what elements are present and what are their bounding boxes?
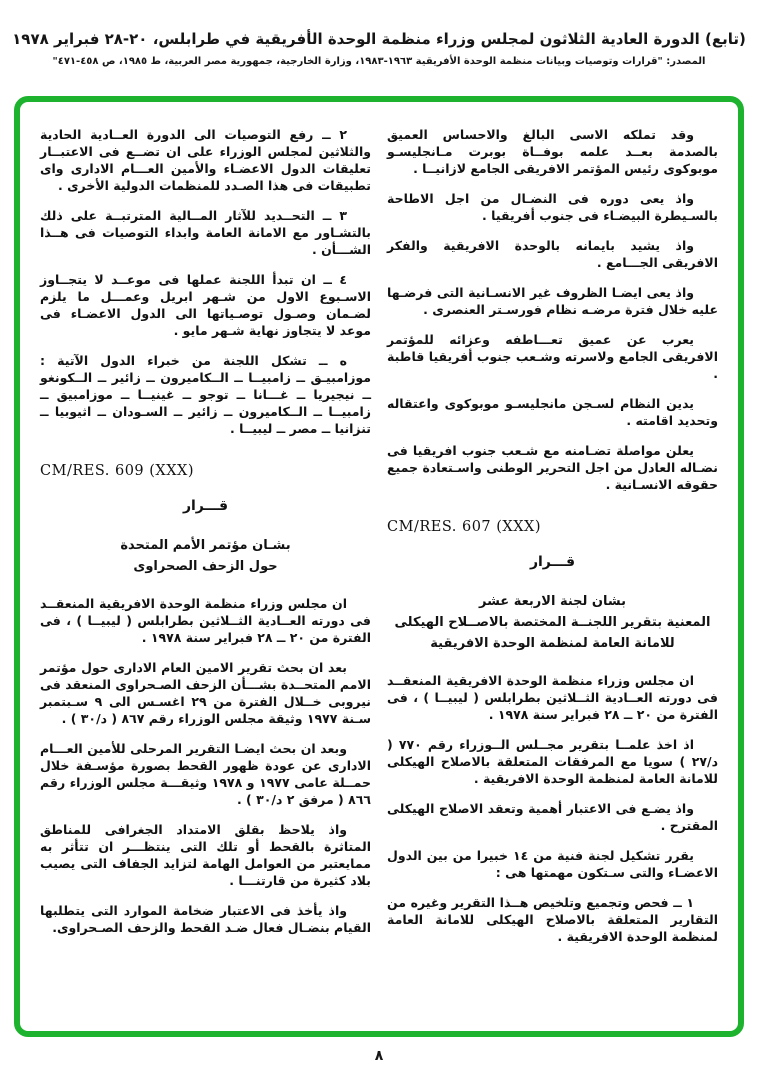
paragraph: يقرر تشكيل لجنة فنية من ١٤ خبيرا من بين الدول الاعضـاء والتى سـتكون مهمتها هى : [387, 848, 718, 880]
paragraph: واذ يأخذ فى الاعتبار ضخامة الموارد التى يتطلبها القيام بنضـال فعال ضـد القحط والزحف الصـحراوى. [40, 903, 371, 935]
paragraph: ان مجلس وزراء منظمة الوحدة الافريقية المنعقــد فى دورته العــادية الثــلاثين بطرابلس ( ليبيــا ) ، فى الفترة من ٢٠ ــ ٢٨ فبراير سنة ١٩٧٨ . [40, 596, 371, 645]
resolution-title-line: للامانة العامة لمنظمة الوحدة الافريقية [430, 636, 675, 651]
paragraph: واذ يضـع فى الاعتبار أهمية وتعقد الاصلاح الهيكلى المقترح . [387, 801, 718, 833]
resolution-title-line: المعنية بتقرير اللجنــة المختصة بالاصــلاح الهيكلى [394, 615, 711, 630]
resolution-title-line: بشـان مؤتمر الأمم المتحدة [120, 538, 291, 553]
left-column [40, 126, 371, 1013]
paragraph: ١ ــ فحص وتجميع وتلخيص هــذا التقرير وغيره من التقارير المتعلقة بالاصلاح الهيكلى للامانة العامة لمنظمة الوحدة الافريقية . [387, 895, 718, 944]
paragraph: ٤ ــ ان تبدأ اللجنة عملها فى موعــد لا يتجــاوز الاسـبوع الاول من شـهر ابريل وعمـــل ما يلزم لضـمان وصـول توصـياتها الى الدول الاعضـاء فى موعد لا يتجاوز نهاية شـهر مايو . [40, 272, 371, 338]
paragraph: ه ــ تشكل اللجنة من خبراء الدول الآتية : موزامبيـق ــ زامبيــا ــ الــكاميرون ــ زائير ــ الــكونغو ــ نيجيريا ــ غـــانا ــ توجو ــ غينيــا ــ موزامبيق ــ زامبيــا ــ الــكاميرون ــ زائير ــ السـودان ــ اثيوبيا ــ تنزانيا ــ مصر ــ ليبيــا . [40, 353, 371, 436]
paragraph: ٢ ــ رفع التوصيات الى الدورة العــادية الحادية والثلاثين لمجلس الوزراء على ان تضــع فى الاعتبــار تعليقات الدول الاعضـاء والأمين العـــام الادارى واى تطبيقات فى هذا الصـدد للمنظمات الدولية الأخرى . [40, 127, 371, 193]
paragraph: ان مجلس وزراء منظمة الوحدة الافريقية المنعقــد فى دورته العــادية الثــلاثين بطرابلس ( ليبيــا ) ، فى الفترة من ٢٠ ــ ٢٨ فبراير سنة ١٩٧٨ . [387, 673, 718, 722]
resolution-title-line: حول الزحف الصحراوى [133, 559, 278, 574]
resolution-id-607: CM/RES. 607 (XXX) [387, 519, 542, 535]
paragraph: وقد تملكه الاسى البالغ والاحساس العميق بالصدمة بعــد علمه بوفــاة بوبرت مـانجليسـو موبوكوى رئيس المؤتمر الافريقى الجامع لازانيــا . [387, 127, 718, 176]
paragraph: وبعد ان بحث ايضـا التقرير المرحلى للأمين العـــام الادارى عن عودة ظهور القحط بصورة مؤسـفة خلال حمــلة عامى ١٩٧٧ و ١٩٧٨ وثيقـــة مجلس الوزراء رقم ٨٦٦ ( مرفق ٢ د/٣٠ ) . [40, 741, 371, 807]
paragraph: بعد ان بحث تقرير الامين العام الادارى حول مؤتمر الامم المتحــدة بشـــأن الزحف الصـحراوى المنعقد فى نيروبى خــلال الفترة من ٢٩ اغسـس الى ٩ سـبتمبر سـنة ١٩٧٧ وثيقة مجلس الوزراء رقم ٨٦٧ ( د/٣٠ ) . [40, 660, 371, 726]
resolution-title-609 [40, 535, 371, 577]
right-column [387, 126, 718, 1013]
paragraph: يعرب عن عميق تعـــاطفه وعزائه للمؤتمر الافريقى الجامع ولاسرته وشـعب جنوب أفريقيا قاطبة . [387, 332, 718, 381]
paragraph: واذ يلاحظ بقلق الامتداد الجغرافى للمناطق المتاثرة بالقحط أو تلك التى ينتظـــر ان تتأثر به ممايعتبر من العوامل الهامة لتزايد الجفاف التى يصيب بلاد كثيرة من قارتنـــا . [40, 822, 371, 888]
source-citation: المصدر: "قرارات وتوصيات وبيانات منظمة الوحدة الأفريقية ١٩٦٣-١٩٨٣، وزارة الخارجية، جمهورية مصر العربية، ط ١٩٨٥، ص ٤٥٨-٤٧١" [52, 56, 706, 67]
resolution-title-607 [387, 591, 718, 654]
paragraph: ٣ ــ التحــديد للآثار المــالية المترتبــة على ذلك بالتشـاور مع الامانة العامة وابداء التوصيات فى هــذا الشـــأن . [40, 208, 371, 257]
paragraph: يعلن مواصلة تضـامنه مع شـعب جنوب افريقيا فى نضـاله العادل من اجل التحرير الوطنى واسـتعادة جميع حقوقه الانسـانية . [387, 443, 718, 492]
paragraph: واذ يعى دوره فى النضـال من اجل الاطاحة بالسـيطرة البيضـاء فى جنوب أفريقيا . [387, 191, 718, 223]
paragraph: واذ يشيد بايمانه بالوحدة الافريقية والفكر الافريقى الجـــامع . [387, 238, 718, 270]
resolution-title-line: بشان لجنة الاربعة عشر [478, 594, 627, 609]
resolution-heading: قـــرار [529, 554, 576, 570]
green-content-frame [14, 96, 744, 1037]
resolution-heading: قـــرار [182, 498, 229, 514]
paragraph: اذ اخذ علمــا بتقرير مجــلس الــوزراء رقم ٧٧٠ ( د/٢٧ ) سويا مع المرفقات المتعلقة بالاصلاح الهيكلى للامانة العامة لمنظمة الوحدة الافريقية . [387, 737, 718, 786]
paragraph: واذ يعى ايضـا الظروف غير الانسـانية التى فرضـها عليه خلال فترة مرضـه نظام فورسـتر العنصرى . [387, 285, 718, 317]
document-title: (تابع) الدورة العادية الثلاثون لمجلس وزراء منظمة الوحدة الأفريقية في طرابلس، ٢٠-٢٨ فبراير ١٩٧٨ [12, 30, 746, 48]
paragraph: يدين النظام لسـجن مانجليسـو موبوكوى واعتقاله وتحديد اقامته . [387, 396, 718, 428]
page-header [0, 30, 758, 67]
page-number: ٨ [374, 1048, 384, 1064]
resolution-id-609: CM/RES. 609 (XXX) [40, 463, 195, 479]
